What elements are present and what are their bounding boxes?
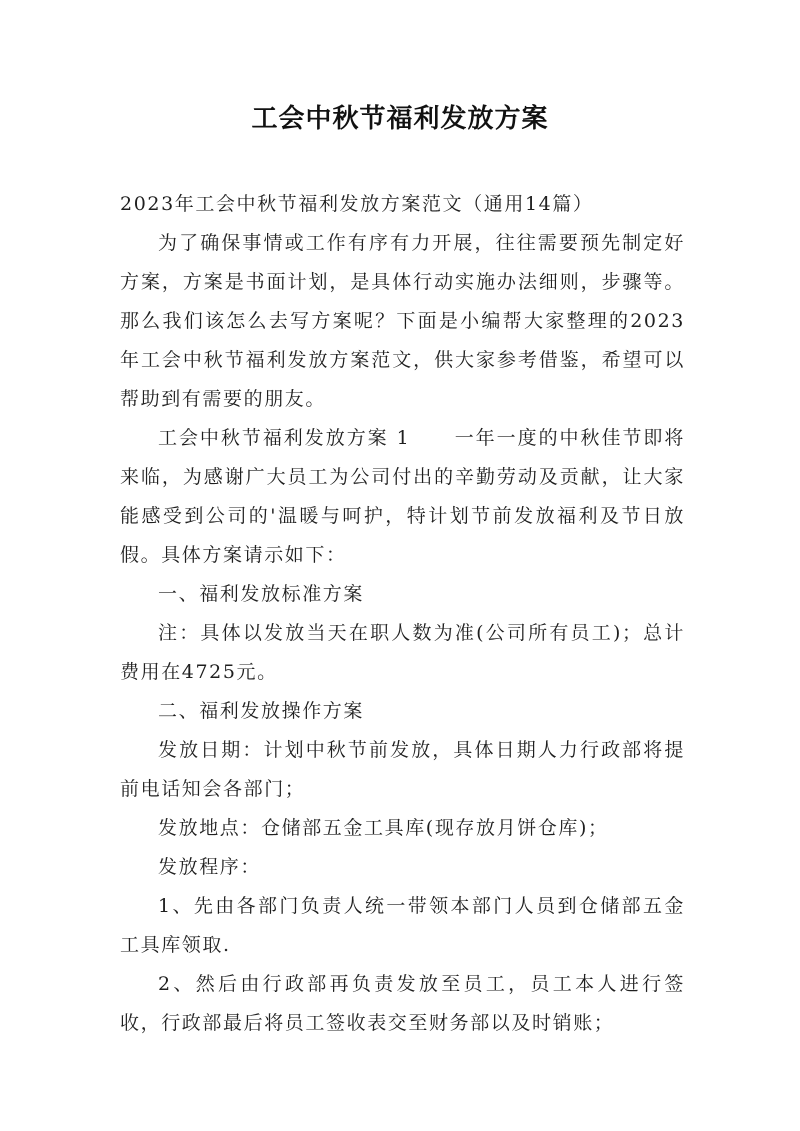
location-paragraph: 发放地点：仓储部五金工具库(现存放月饼仓库)； <box>158 817 609 839</box>
document-body <box>120 185 685 1043</box>
procedure-step-2: 2、然后由行政部再负责发放至员工，员工本人进行签收，行政部最后将员工签收表交至财务部以及时销账； <box>120 973 685 1034</box>
document-title: 工会中秋节福利发放方案 <box>251 104 549 134</box>
procedure-step-1: 1、先由各部门负责人统一带领本部门人员到仓储部五金工具库领取. <box>120 895 685 956</box>
standard-heading: 一、福利发放标准方案 <box>158 583 365 605</box>
procedure-heading: 发放程序： <box>158 856 262 878</box>
section-1-paragraph <box>120 419 685 575</box>
date-paragraph: 发放日期：计划中秋节前发放，具体日期人力行政部将提前电话知会各部门； <box>120 739 685 800</box>
standard-note: 注：具体以发放当天在职人数为准(公司所有员工)；总计费用在4725元。 <box>120 622 685 683</box>
intro-paragraph: 为了确保事情或工作有序有力开展，往往需要预先制定好方案，方案是书面计划，是具体行动实施办法细则，步骤等。那么我们该怎么去写方案呢？下面是小编帮大家整理的2023年工会中秋节福利发放方案范文，供大家参考借鉴，希望可以帮助到有需要的朋友。 <box>120 232 685 410</box>
operation-heading: 二、福利发放操作方案 <box>158 700 365 722</box>
section-1-text: 一年一度的中秋佳节即将来临，为感谢广大员工为公司付出的辛勤劳动及贡献，让大家能感受到公司的'温暖与呵护，特计划节前发放福利及节日放假。具体方案请示如下： <box>120 427 685 566</box>
document-subtitle: 2023年工会中秋节福利发放方案范文（通用14篇） <box>120 193 594 215</box>
section-1-heading: 工会中秋节福利发放方案 1 <box>158 427 411 449</box>
